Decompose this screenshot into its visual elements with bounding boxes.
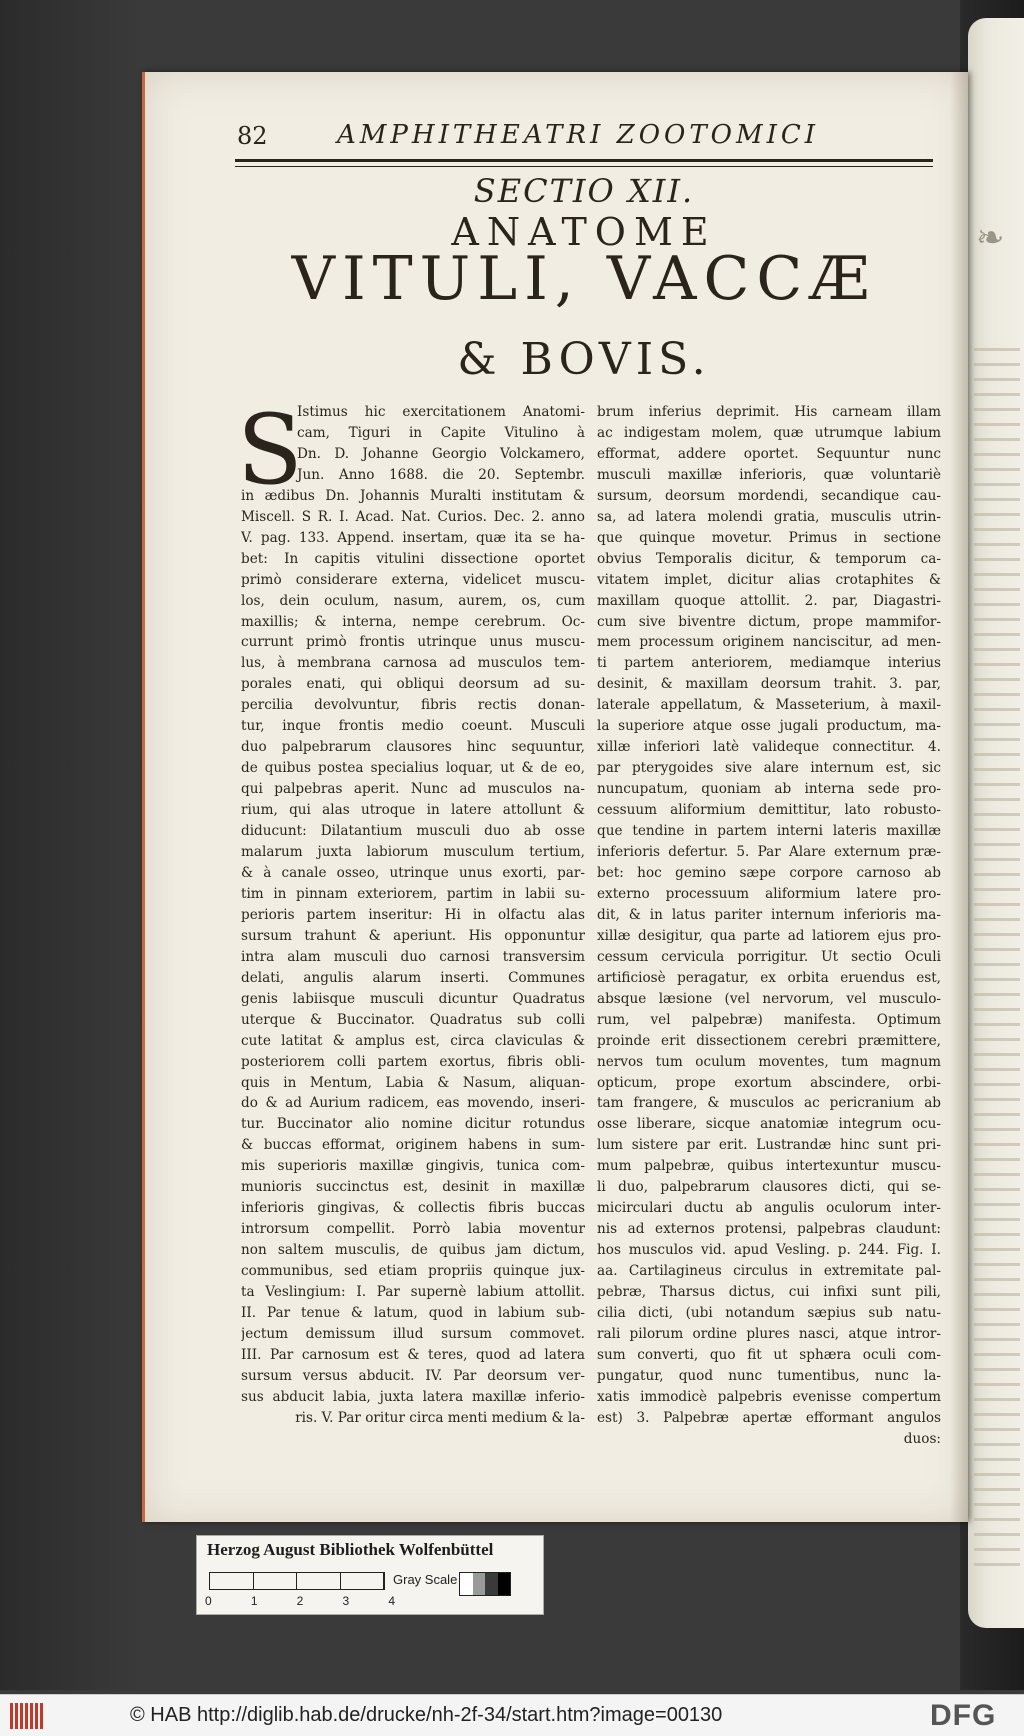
text-line: introrsum compellit. Porrò labia moventur [241,1221,585,1238]
text-line: musculi maxillæ inferioris, quæ voluntariè [597,466,941,483]
scan-background-left [0,0,140,1690]
text-line: pebræ, Tharsus dictus, cui infixi sunt pili, [597,1284,941,1301]
text-line: cessum cervicula porrigitur. Ut sectio Oculi [597,948,941,965]
text-line: cessuum aliformium demittitur, lato robusto- [597,802,941,819]
text-line: rali pilorum ordine plures nasci, atque intror- [597,1325,941,1342]
text-line: dit, & in latus pariter internum inferioris ma- [597,906,941,923]
text-line: est) 3. Palpebræ apertæ efformant angulos [597,1409,941,1426]
text-line: III. Par carnosum est & teres, quod ad latera [241,1346,585,1363]
text-line: non saltem musculis, de quibus jam dictum, [241,1242,585,1259]
text-line: porales enati, qui obliqui deorsum ad su- [241,676,585,693]
text-line: V. pag. 133. Append. insertam, quæ ita se ha- [241,529,585,546]
scale-ruler [209,1572,385,1590]
text-line: proinde erit dissectionem cerebri præmittere, [597,1032,941,1049]
page-header [237,116,953,154]
text-line: sum converti, quo fit ut sphæra oculi com- [597,1346,941,1363]
text-line: que quinque movetur. Primus in sectione [597,529,941,546]
text-line: lus, à membrana carnosa ad musculos tem- [241,655,585,672]
text-line: mis superioris maxillæ gingivis, tunica com- [241,1158,585,1175]
title-line-2: VITULI, VACCÆ [291,244,877,314]
text-line: ris. V. Par oritur circa menti medium & la- [295,1409,585,1426]
text-line: sus abducit labia, juxta latera maxillæ inferio- [241,1388,585,1405]
text-line: do & ad Aurium radicem, eas movendo, inseri- [241,1095,585,1112]
text-line: maxillam quoque attollit. 2. par, Diagastri- [597,592,941,609]
text-line: efformat, addere oportet. Sequuntur nunc [597,445,941,462]
scale-ticks [205,1594,395,1608]
bleed-through-glyph: ❧ [976,218,1005,258]
drop-cap: S [237,394,303,506]
text-line: externo processuum aliformium latere pro- [597,885,941,902]
text-line: uterque & Buccinator. Quadratus sub colli [241,1011,585,1028]
text-line: laterale appellatum, & Masseterium, à maxil- [597,697,941,714]
text-line: posteriorem colli partem exortus, fibris obli- [241,1053,585,1070]
text-line: nervos tum oculum moventes, tum magnum [597,1053,941,1070]
text-line: xatis immodicè palpebris evenisse compertum [597,1388,941,1405]
text-line: osse liberare, sicque anatomiæ integrum ocu- [597,1116,941,1133]
bleed-through-lines [974,348,1020,1578]
text-line: Jun. Anno 1688. die 20. Septembr. [297,466,585,483]
text-line: sursum trahunt & aperiunt. His opponuntur [241,927,585,944]
text-line: cute latitat & amplus est, circa claviculas & [241,1032,585,1049]
text-line: sa, ad latera molendi gratia, musculis utrin- [597,508,941,525]
barcode-icon [10,1703,44,1729]
text-line: pungatur, quod nunc tumentibus, nunc la- [597,1367,941,1384]
gray-scale-label: Gray Scale [393,1572,458,1587]
scale-tick: 4 [388,1594,395,1608]
text-line: Dn. D. Johanne Georgio Volckamero, [297,445,585,462]
text-line: desinit, & maxillam deorsum trahit. 3. par, [597,676,941,693]
text-line: duo palpebrarum clausores hinc sequuntur, [241,739,585,756]
text-line: maxillis; & interna, nempe cerebrum. Oc- [241,613,585,630]
text-line: mum palpebræ, quibus intertexuntur muscu- [597,1158,941,1175]
library-name: Herzog August Bibliothek Wolfenbüttel [207,1540,494,1559]
text-line: que tendine in partem interni lateris maxillæ [597,823,941,840]
text-line: xillæ desigitur, qua parte ad latiorem ejus pro- [597,927,941,944]
color-scale-card [196,1535,544,1615]
text-line: cum sive biventre dictum, prope mammifor- [597,613,941,630]
text-line: qui palpebras aperit. Nunc ad musculos na- [241,781,585,798]
source-url[interactable]: © HAB http://diglib.hab.de/drucke/nh-2f-34/start.htm?image=00130 [130,1704,723,1726]
text-line: in ædibus Dn. Johannis Muralti institutam & [241,487,585,504]
text-line: lum sistere par erit. Lustrandæ hinc sunt pri- [597,1137,941,1154]
text-line: tim in pinnam exteriorem, partim in labii su- [241,885,585,902]
text-line: micirculari ductu ab angulis oculorum inter- [597,1200,941,1217]
text-line: hos musculos vid. apud Vesling. p. 244. Fig. I. [597,1242,941,1259]
text-line: II. Par tenue & latum, quod in labium sub- [241,1304,585,1321]
text-line: rium, qui alas utroque in latere attollunt & [241,802,585,819]
text-line: sursum versus abducit. IV. Par deorsum ver- [241,1367,585,1384]
text-line: cilia dicti, (ubi notandum sæpius sub natu- [597,1304,941,1321]
text-line: bet: hoc gemino sæpe corpore carnoso ab [597,864,941,881]
text-line: tur. Buccinator alio nomine dicitur rotundus [241,1116,585,1133]
text-line: artificiosè peragatur, ex orbita eruendus est, [597,969,941,986]
text-line: jectum demissum illud sursum commovet. [241,1325,585,1342]
adjacent-page-edge [968,18,1024,1628]
text-line: malarum juxta labiorum musculum tertium, [241,844,585,861]
text-line: nuncupatum, quoniam ab interna sede pro- [597,781,941,798]
text-line: inferioris defertur. 5. Par Alare externum præ- [597,844,941,861]
title-line-1: ANATOME [451,210,717,254]
text-line: de quibus postea specialius loquar, ut & de eo, [241,760,585,777]
text-line: bet: In capitis vitulini dissectione oportet [241,550,585,567]
text-line: currunt primò frontis utrinque unus muscu- [241,634,585,651]
text-line: tam frangere, & musculos ac pericranium ab [597,1095,941,1112]
gray-swatch [460,1573,473,1595]
gray-swatch [485,1573,498,1595]
text-line: perioris partem inseritur: Hi in olfactu alas [241,906,585,923]
text-line: obvius Temporalis dicitur, & temporum ca- [597,550,941,567]
text-line: ta Veslingium: I. Par supernè labium attollit. [241,1284,585,1301]
gray-swatch [498,1573,511,1595]
text-line: opticum, prope exortum abscindere, orbi- [597,1074,941,1091]
text-line: la superiore atque osse jugali productum, ma- [597,718,941,735]
viewer-footer [0,1694,1024,1736]
text-line: li duo, palpebrarum clausores dicti, qui se- [597,1179,941,1196]
text-line: percilia devolvuntur, fibris rectis donan- [241,697,585,714]
text-line: tur, inque frontis medio coeunt. Musculi [241,718,585,735]
gray-scale-swatches [459,1572,511,1596]
header-rule [235,159,933,162]
book-page [142,72,968,1522]
text-line: duos: [903,1430,941,1447]
text-line: ti partem anteriorem, mediamque interius [597,655,941,672]
scale-tick: 3 [342,1594,350,1608]
text-line: communibus, sed etiam propriis quinque jux- [241,1263,585,1280]
scale-tick: 2 [296,1594,304,1608]
text-line: sursum, deorsum mordendi, secandique cau- [597,487,941,504]
text-line: delati, angulis alarum inserti. Communes [241,969,585,986]
text-line: aa. Cartilagineus circulus in extremitate pal- [597,1263,941,1280]
text-line: munioris succinctus est, desinit in maxillæ [241,1179,585,1196]
text-line: cam, Tiguri in Capite Vitulino à [297,424,585,441]
text-line: ac indigestam molem, quæ utrumque labium [597,424,941,441]
text-line: par pterygoides sive alare internum est, sic [597,760,941,777]
text-line: rum, vel palpebræ) manifesta. Optimum [597,1011,941,1028]
running-head: AMPHITHEATRI ZOOTOMICI [337,120,820,150]
text-line: vitatem implet, dicitur alias crotaphites & [597,571,941,588]
text-column-left [237,394,585,1429]
text-line: inferioris gingivas, & collectis fibris buccas [241,1200,585,1217]
text-line: absque læsione (vel nervorum, vel musculo- [597,990,941,1007]
text-line: & à canale osseo, utrinque unus exorti, par- [241,864,585,881]
section-label: SECTIO XII. [473,172,695,210]
text-line: intra alam musculi duo carnosi transversim [241,948,585,965]
text-line: primò considerare externa, videlicet muscu- [241,571,585,588]
text-line: los, dein oculum, nasum, aurem, os, cum [241,592,585,609]
text-line: genis labiisque musculi dicuntur Quadratus [241,990,585,1007]
title-line-3: & BOVIS. [457,334,711,385]
text-line: quis in Mentum, Labia & Nasum, aliquan- [241,1074,585,1091]
gray-swatch [473,1573,486,1595]
text-line: nis ad externos protensi, palpebras claudunt: [597,1221,941,1238]
text-line: Miscell. S R. I. Acad. Nat. Curios. Dec. 2. anno [241,508,585,525]
dfg-logo: DFG [930,1699,997,1732]
text-line: brum inferius deprimit. His carneam illam [597,404,941,420]
text-line: & buccas efformat, originem habens in sum- [241,1137,585,1154]
page-number: 82 [237,122,268,150]
text-column-right [597,402,941,1450]
text-line: diducunt: Dilatantium musculi duo ab osse [241,823,585,840]
text-line: mem processum originem nanciscitur, ad men- [597,634,941,651]
scale-tick: 1 [250,1594,258,1608]
text-line: Istimus hic exercitationem Anatomi- [297,404,585,420]
scale-tick: 0 [205,1594,212,1608]
text-line: xillæ inferiori latè valideque connectitur. 4. [597,739,941,756]
